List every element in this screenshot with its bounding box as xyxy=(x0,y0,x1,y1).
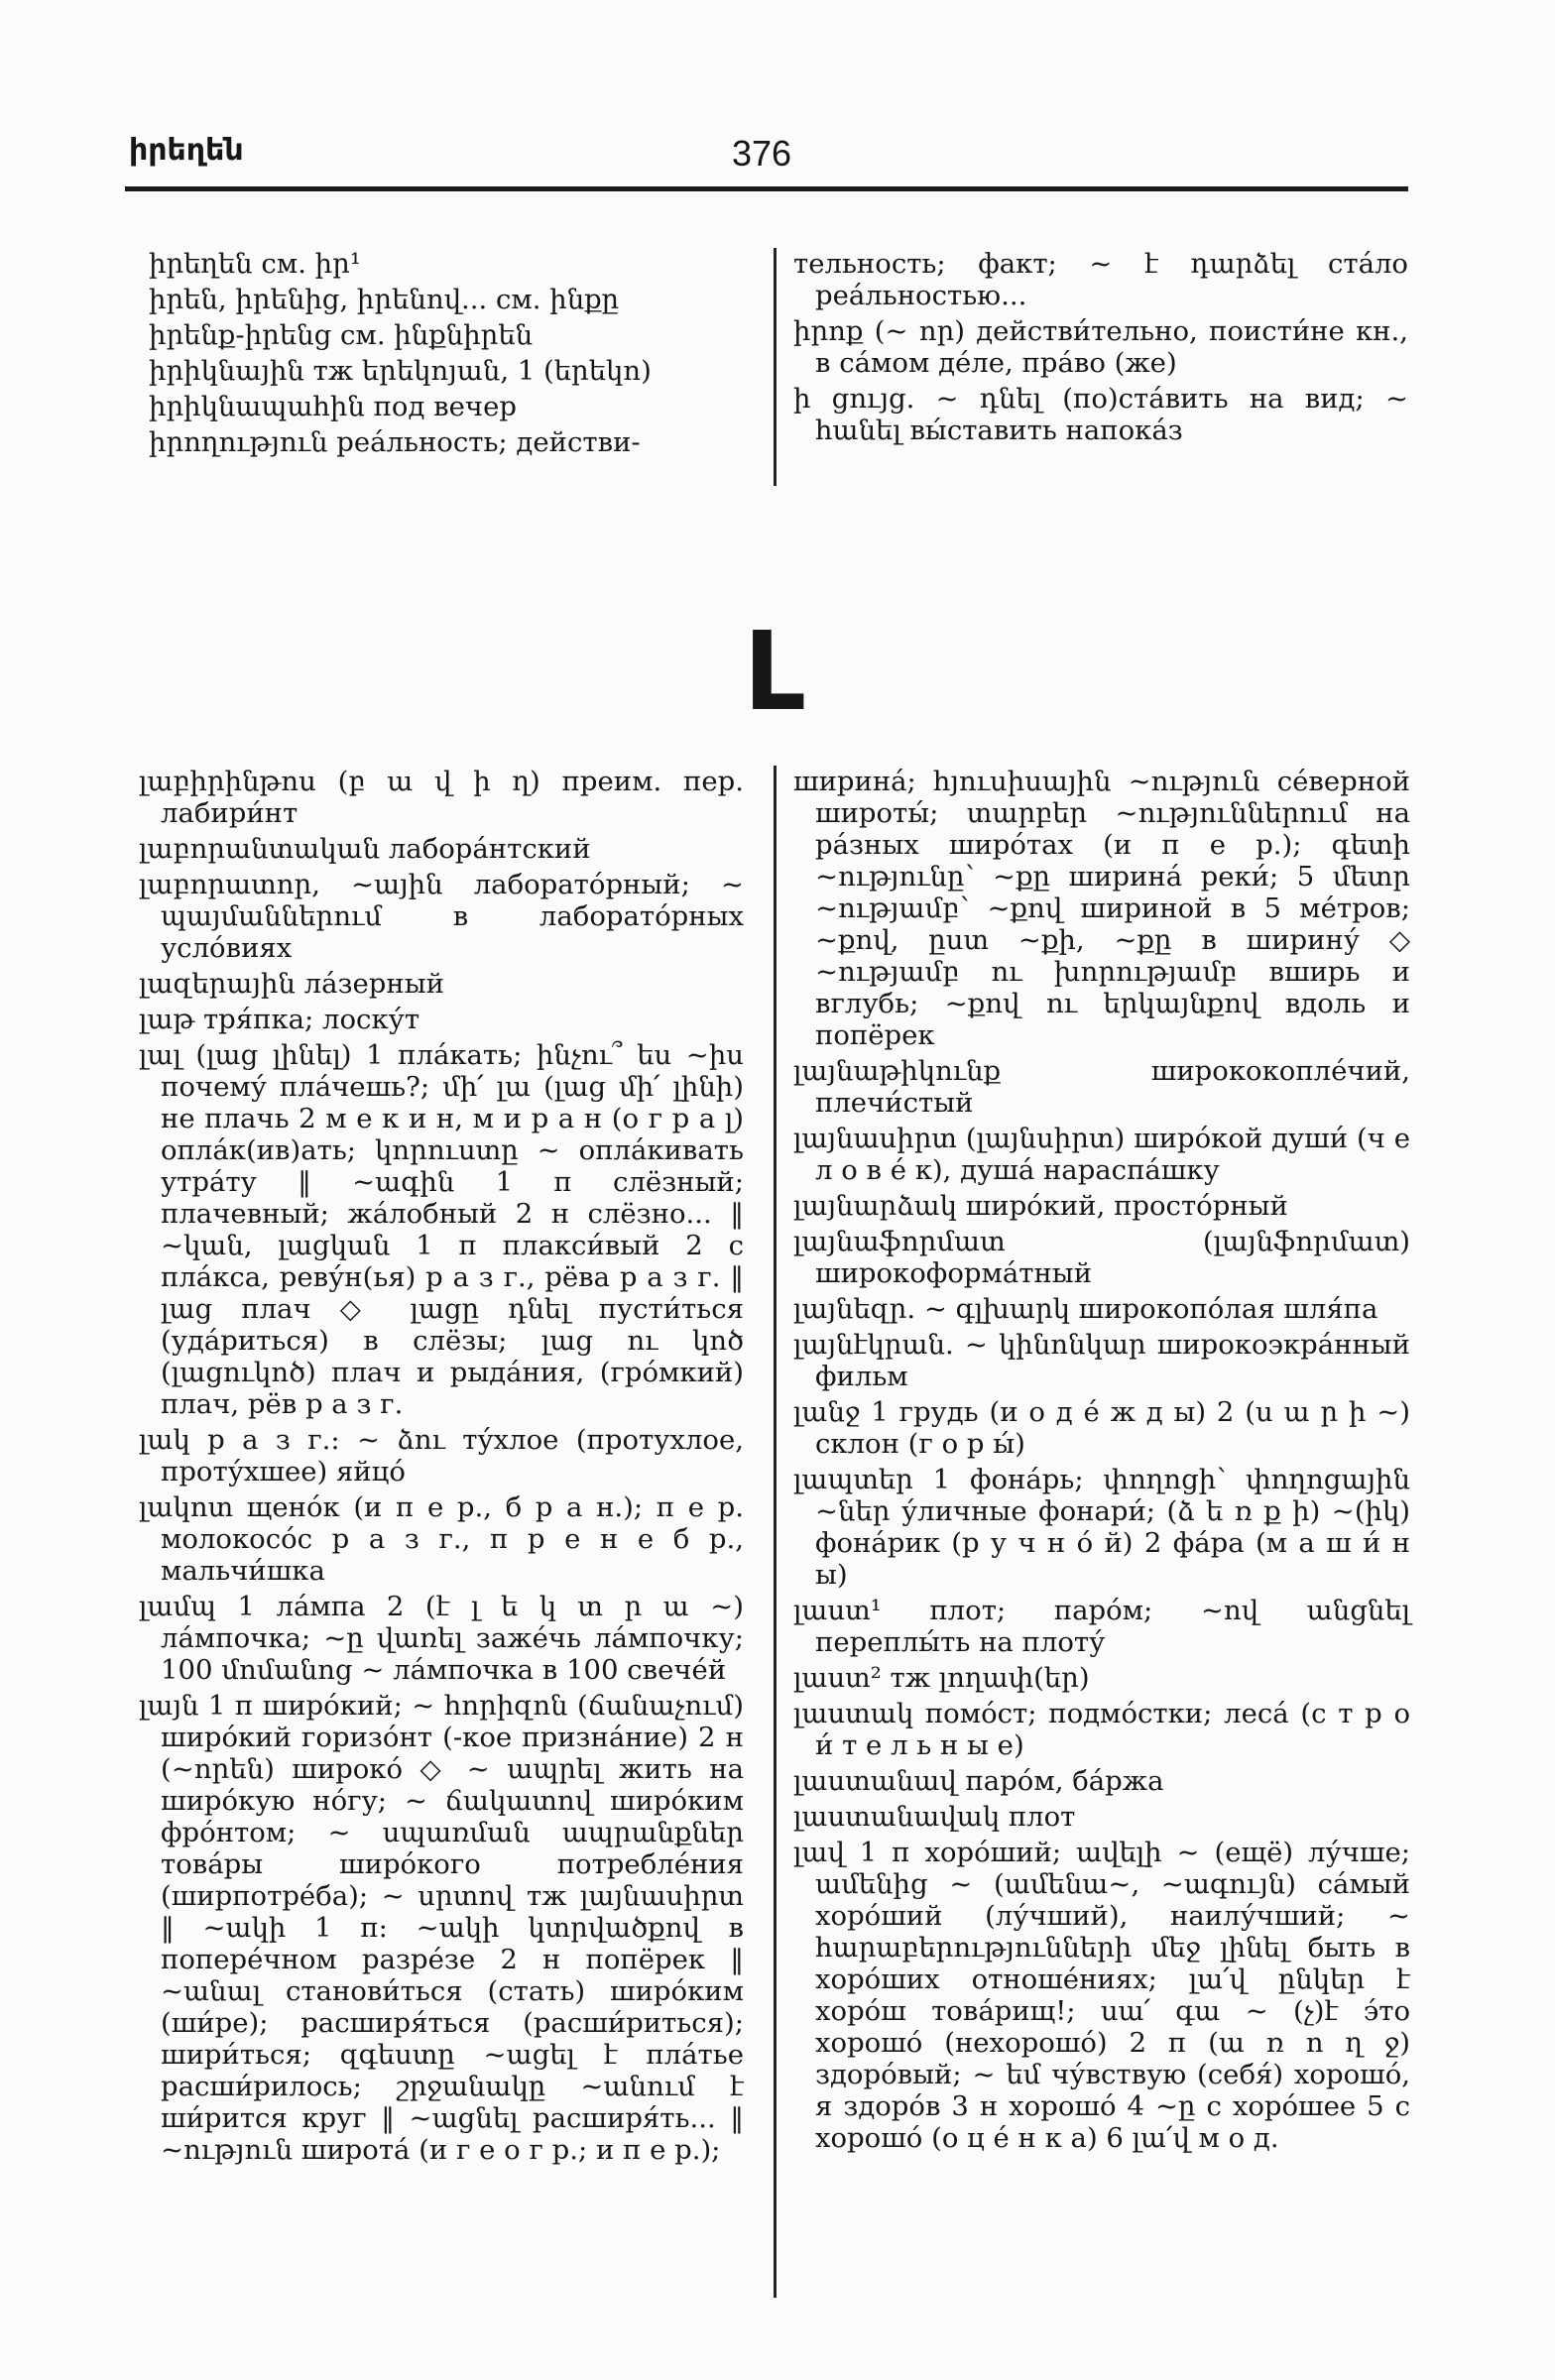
entry: լաստակ помо́ст; подмо́стки; леса́ (с т р о и́ т е л ь н ы е) xyxy=(793,1698,1410,1761)
entry: լայնաթիկունք ширококопле́чий, плечи́стый xyxy=(793,1055,1410,1119)
entry: ի ցույց. ~ դնել (по)ста́вить на вид; ~ հանել вы́ставить напока́з xyxy=(793,383,1408,446)
entry: լաստ² тж լողափ(եր) xyxy=(793,1662,1090,1694)
bottom-left-column xyxy=(139,766,744,2170)
entry: լայնաֆորմատ (լայնֆորմատ) широкоформа́тный xyxy=(793,1226,1410,1289)
bottom-right-column xyxy=(793,766,1410,2158)
entry: իրիկնապահին под вечер xyxy=(149,391,517,422)
page-number: 376 xyxy=(732,133,792,174)
entry: լայնարձակ широ́кий, просто́рный xyxy=(793,1190,1288,1222)
entry: լայնասիրտ (լայնսիրտ) широ́кой души́ (ч е л о в е́ к), душа́ нараспа́шку xyxy=(793,1123,1410,1186)
entry: լայն 1 п широ́кий; ~ հորիզոն (ճանաչում) широ́кий горизо́нт (-кое призна́ние) 2 н (~որեն) широко́ ◇ ~ ապրել жить на широ́кую но́гу; ~ ճակատով широ́ким фро́нтом; ~ սպառման ապրանքներ това́ры широ́кого потребле́ния (ширпотре́ба); ~ սրտով тж լայնասիրտ ‖ ~ակի 1 п: ~ակի կտրվածքով в попере́чном разре́зе 2 н попёрек ‖ ~անալ станови́ться (стать) широ́ким (ши́ре); расширя́ться (расши́риться); шири́ться; զգեստը ~ացել է пла́тье расши́рилось; շրջանակը ~անում է ши́рится круг ‖ ~ացնել расширя́ть... ‖ ~ություն широта́ (и г е о г р.; и п е р.); xyxy=(139,1690,744,2166)
entry: լակ р а з г.: ~ ձու ту́хлое (протухлое, проту́хшее) яйцо́ xyxy=(139,1424,744,1488)
entry: լամպ 1 ла́мпа 2 (է լ ե կ տ ր ա ~) ла́мпочка; ~ը վառել заже́чь ла́мпочку; 100 մոմանոց ~ ла́мпочка в 100 свече́й xyxy=(139,1591,744,1686)
entry: լաստանավ паро́м, ба́ржа xyxy=(793,1765,1164,1797)
entry: իրողություն реа́льность; действи- xyxy=(149,426,641,458)
entry: լազերային ла́зерный xyxy=(139,968,444,1000)
entry: լաստ¹ плот; паро́м; ~ով անցնել переплы́ть на плоту́ xyxy=(793,1595,1410,1658)
entry: լապտեր 1 фона́рь; փողոցի՝ փողոցային ~ներ у́личные фонари́; (ձ ե ռ ք ի) ~(իկ) фона́рик (р у ч н о́ й) 2 фа́ра (м а ш и́ н ы) xyxy=(793,1464,1410,1591)
section-letter: Լ xyxy=(744,608,805,735)
entry: լավ 1 п хоро́ший; ավելի ~ (ещё) лу́чше; ամենից ~ (ամենա~, ~ագույն) са́мый хоро́ший (лу́чший), наилу́чший; ~ հարաբերությունների մեջ լինել быть в хоро́ших отноше́ниях; լա՛վ ընկեր է хоро́ш това́рищ!; սա՛ գա ~ (չ)է э́то хорошо́ (нехорошо́) 2 п (ա ռ ո ղ ջ) здоро́вый; ~ եմ чу́вствую (себя́) хорошо́, я здоро́в 3 н хорошо́ 4 ~ը с хоро́шее 5 с хорошо́ (о ц е́ н к а) 6 լա՛վ м о д. xyxy=(793,1837,1410,2154)
entry: իրեն, իրենից, իրենով... см. ինքը xyxy=(149,284,620,315)
top-right-column xyxy=(793,248,1408,450)
entry: լաթ тря́пка; лоску́т xyxy=(139,1004,420,1035)
header-rule xyxy=(125,186,1408,191)
column-divider xyxy=(774,766,777,2298)
entry: լաստանավակ плот xyxy=(793,1801,1076,1833)
entry: իրիկնային тж երեկոյան, 1 (երեկո) xyxy=(149,355,652,387)
entry: ширина́; հյուսիսային ~ություն се́верной широты́; տարբեր ~ություններում на ра́зных широ́тах (и п е р.); գետի ~ությունը՝ ~քը ширина́ реки́; 5 մետր ~ությամբ՝ ~քով шириной в 5 ме́тров; ~քով, ըստ ~քի, ~քը в ширину́ ◇ ~ությամբ ու խորությամբ вширь и вглубь; ~քով ու երկայնքով вдоль и попёрек xyxy=(793,766,1410,1051)
entry: тельность; факт; ~ է դարձել ста́ло реа́льностью... xyxy=(793,248,1408,311)
entry: լաբիրինթոս (բ ա վ ի ղ) преим. пер. лабири́нт xyxy=(139,766,744,829)
top-left-column xyxy=(149,248,744,462)
entry: իրոք (~ որ) действи́тельно, поисти́не кн., в са́мом де́ле, пра́во (же) xyxy=(793,315,1408,379)
entry: լալ (լաց լինել) 1 пла́кать; ինչու՞ ես ~իս почему́ пла́чешь?; մի՛ լա (լաց մի՛ լինի) не плачь 2 м е к и н, м и р а н (о г р а լ) опла́к(ив)ать; կորուստը ~ опла́кивать утра́ту ‖ ~ագին 1 п слёзный; плачевный; жа́лобный 2 н слёзно... ‖ ~կան, լացկան 1 п плакси́вый 2 с пла́кса, реву́н(ья) р а з г., рёва р а з г. ‖ լաց плач ◇ լացը դնել пусти́ться (уда́риться) в слёзы; լաց ու կոծ (լացուկոծ) плач и рыда́ния, (гро́мкий) плач, рёв р а з г. xyxy=(139,1039,744,1420)
entry: լաբորանտական лабора́нтский xyxy=(139,833,591,865)
entry: լայնէկրան. ~ կինոնկար широкоэкра́нный фильм xyxy=(793,1329,1410,1392)
entry: իրենք-իրենց см. ինքնիրեն xyxy=(149,319,534,351)
entry: լակոտ щено́к (и п е р., б р а н.); п е р. молокосо́с р а з г., п р е н е б р., мальчи́шка xyxy=(139,1491,744,1587)
entry: լանջ 1 грудь (и о д е́ ж д ы) 2 (ս ա ր ի ~) склон (г о р ы́) xyxy=(793,1396,1410,1460)
column-divider xyxy=(774,248,777,486)
running-headword: իրեղեն xyxy=(129,133,244,168)
entry: իրեղեն см. իր¹ xyxy=(149,248,361,280)
entry: լայնեզր. ~ գլխարկ широкопо́лая шля́па xyxy=(793,1293,1378,1325)
entry: լաբորատոր, ~ային лаборато́рный; ~ պայմաններում в лаборато́рных усло́виях xyxy=(139,869,744,964)
